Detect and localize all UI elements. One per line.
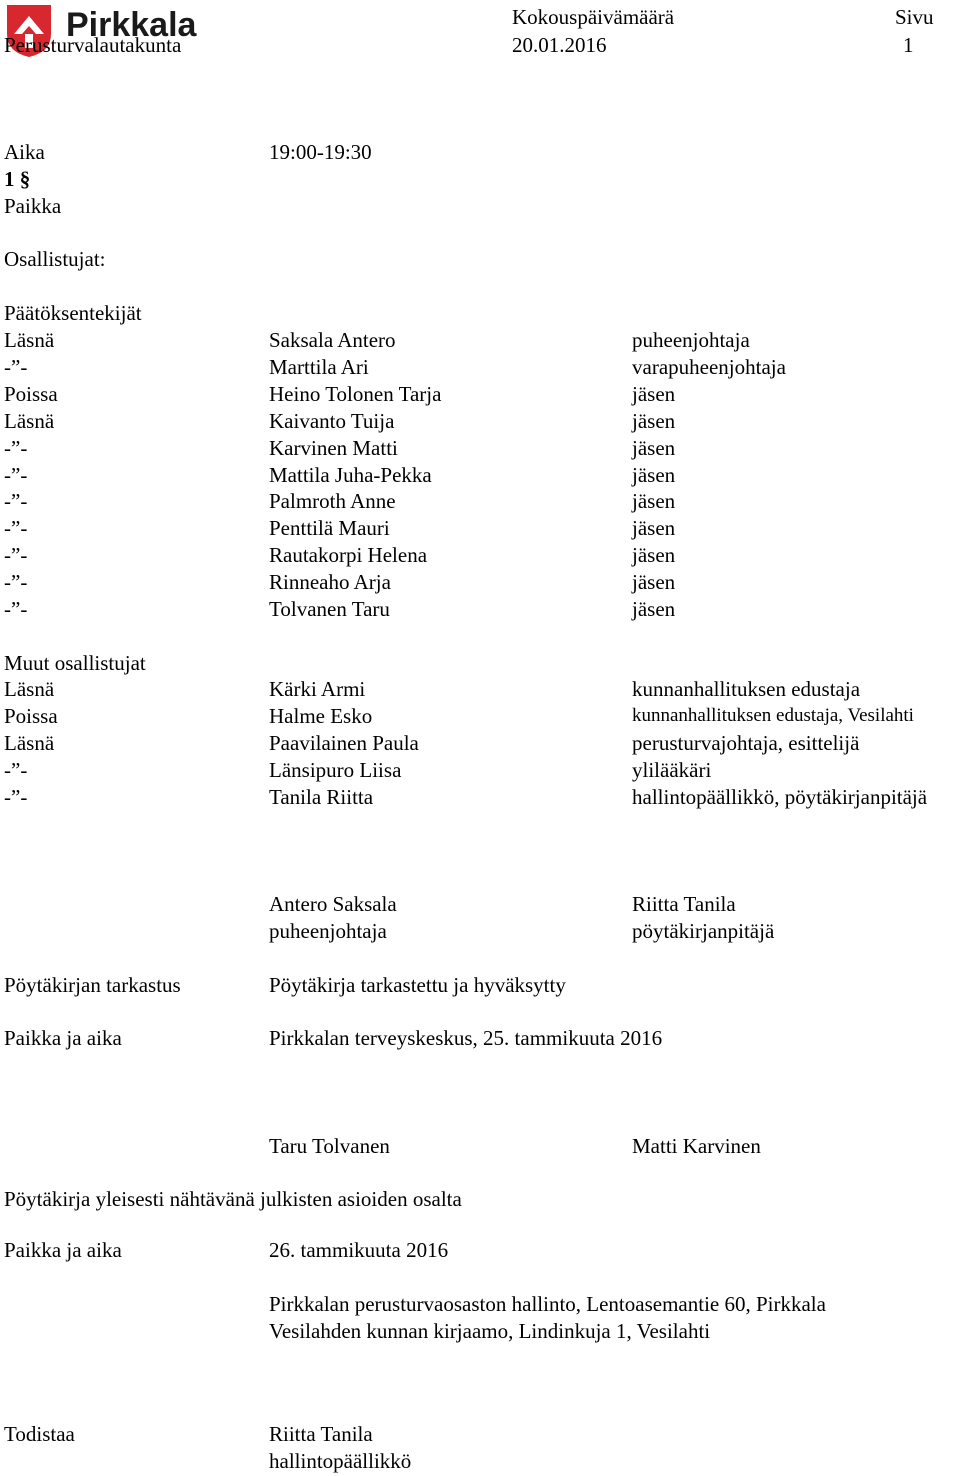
secretary-title: pöytäkirjanpitäjä bbox=[632, 919, 775, 943]
participant-name: Rautakorpi Helena bbox=[269, 543, 428, 568]
participant-status: -”- bbox=[4, 435, 28, 460]
participant-role: jäsen bbox=[632, 381, 676, 406]
participant-status: Poissa bbox=[4, 703, 58, 728]
participant-name: Penttilä Mauri bbox=[269, 516, 390, 541]
meeting-time: 19:00-19:30 bbox=[269, 140, 372, 164]
participant-name: Länsipuro Liisa bbox=[269, 757, 402, 782]
place-label: Paikka bbox=[4, 194, 62, 218]
participant-status: -”- bbox=[4, 784, 28, 809]
participant-status: -”- bbox=[4, 516, 28, 541]
certifier-name: Riitta Tanila bbox=[269, 1422, 373, 1446]
participant-role: puheenjohtaja bbox=[632, 328, 750, 352]
certifier-title: hallintopäällikkö bbox=[269, 1449, 412, 1473]
participant-status: Läsnä bbox=[4, 328, 55, 352]
participant-status: Läsnä bbox=[4, 730, 55, 755]
decision-makers-heading: Päätöksentekijät bbox=[4, 301, 142, 325]
participant-role: jäsen bbox=[632, 408, 676, 433]
participant-status: Poissa bbox=[4, 381, 58, 406]
secretary-name: Riitta Tanila bbox=[632, 892, 736, 916]
participant-role: jäsen bbox=[632, 543, 676, 568]
logo-text: Pirkkala bbox=[66, 6, 197, 44]
other-participants-heading: Muut osallistujat bbox=[4, 651, 146, 675]
participant-status: Läsnä bbox=[4, 677, 55, 701]
body-name: Perusturvalautakunta bbox=[4, 33, 182, 57]
public-location-2: Vesilahden kunnan kirjaamo, Lindinkuja 1, Vesilahti bbox=[269, 1319, 711, 1343]
participant-name: Marttila Ari bbox=[269, 354, 369, 379]
public-heading: Pöytäkirja yleisesti nähtävänä julkisten asioiden osalta bbox=[4, 1187, 462, 1211]
participant-name: Kaivanto Tuija bbox=[269, 408, 395, 433]
participant-role: hallintopäällikkö, pöytäkirjanpitäjä bbox=[632, 784, 928, 809]
participant-role: jäsen bbox=[632, 435, 676, 460]
participant-name: Mattila Juha-Pekka bbox=[269, 462, 432, 487]
participant-name: Heino Tolonen Tarja bbox=[269, 381, 442, 406]
participant-role: jäsen bbox=[632, 516, 676, 541]
participant-name: Paavilainen Paula bbox=[269, 730, 419, 755]
review-text: Pöytäkirja tarkastettu ja hyväksytty bbox=[269, 973, 566, 997]
time-label: Aika bbox=[4, 140, 45, 164]
public-place-time-label: Paikka ja aika bbox=[4, 1238, 122, 1262]
reviewer-2: Matti Karvinen bbox=[632, 1134, 761, 1158]
participant-role: jäsen bbox=[632, 489, 676, 514]
participant-role: ylilääkäri bbox=[632, 757, 712, 782]
review-label: Pöytäkirjan tarkastus bbox=[4, 973, 181, 997]
section-number: 1 § bbox=[4, 167, 31, 191]
participant-name: Halme Esko bbox=[269, 703, 373, 728]
participant-name: Palmroth Anne bbox=[269, 489, 396, 514]
participant-role: kunnanhallituksen edustaja bbox=[632, 677, 861, 701]
chair-title: puheenjohtaja bbox=[269, 919, 387, 943]
public-date: 26. tammikuuta 2016 bbox=[269, 1238, 449, 1262]
participant-role: jäsen bbox=[632, 462, 676, 487]
participant-name: Karvinen Matti bbox=[269, 435, 398, 460]
participant-status: -”- bbox=[4, 597, 28, 621]
participant-status: -”- bbox=[4, 462, 28, 487]
reviewer-1: Taru Tolvanen bbox=[269, 1134, 390, 1158]
participant-role: jäsen bbox=[632, 597, 676, 621]
participant-role: kunnanhallituksen edustaja, Vesilahti bbox=[632, 704, 914, 726]
meeting-date: 20.01.2016 bbox=[512, 33, 607, 57]
participants-label: Osallistujat: bbox=[4, 247, 106, 271]
review-place-time: Pirkkalan terveyskeskus, 25. tammikuuta 2016 bbox=[269, 1026, 663, 1050]
chair-name: Antero Saksala bbox=[269, 892, 397, 916]
participant-status: -”- bbox=[4, 489, 28, 514]
review-place-time-label: Paikka ja aika bbox=[4, 1026, 122, 1050]
participant-name: Kärki Armi bbox=[269, 677, 366, 701]
participant-role: varapuheenjohtaja bbox=[632, 354, 786, 379]
public-location-1: Pirkkalan perusturvaosaston hallinto, Lentoasemantie 60, Pirkkala bbox=[269, 1292, 826, 1316]
page-number: 1 bbox=[903, 33, 914, 57]
certify-label: Todistaa bbox=[4, 1422, 75, 1446]
participant-name: Tanila Riitta bbox=[269, 784, 374, 809]
participant-status: Läsnä bbox=[4, 408, 55, 433]
participant-name: Tolvanen Taru bbox=[269, 597, 390, 621]
page-label: Sivu bbox=[895, 5, 934, 29]
participant-name: Saksala Antero bbox=[269, 328, 396, 352]
participant-status: -”- bbox=[4, 570, 28, 595]
participant-role: jäsen bbox=[632, 570, 676, 595]
participant-role: perusturvajohtaja, esittelijä bbox=[632, 730, 860, 755]
meeting-date-label: Kokouspäivämäärä bbox=[512, 5, 675, 29]
participant-status: -”- bbox=[4, 354, 28, 379]
participant-name: Rinneaho Arja bbox=[269, 570, 391, 595]
participant-status: -”- bbox=[4, 543, 28, 568]
participant-status: -”- bbox=[4, 757, 28, 782]
